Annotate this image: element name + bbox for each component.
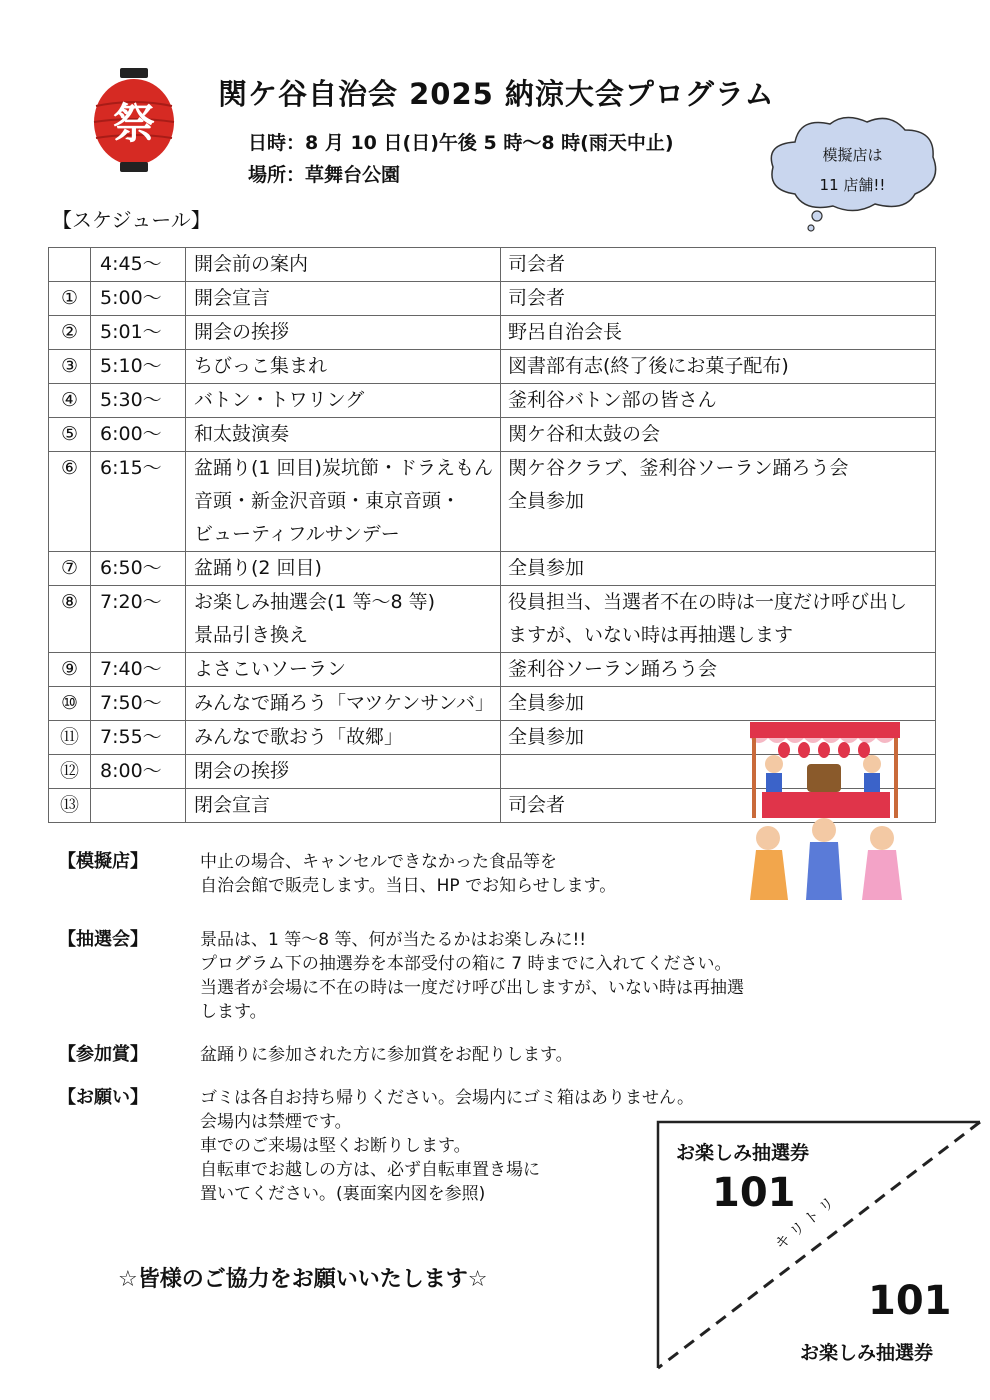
row-role-text: 釜利谷バトン部の皆さん bbox=[508, 389, 717, 411]
note-line: 自転車でお越しの方は、必ず自転車置き場に bbox=[200, 1160, 540, 1180]
row-time bbox=[91, 586, 186, 653]
row-role-text: 司会者 bbox=[508, 253, 566, 275]
row-number bbox=[49, 418, 91, 452]
row-number-text: ④ bbox=[60, 389, 79, 411]
schedule-row bbox=[49, 418, 936, 452]
schedule-heading: 【スケジュール】 bbox=[52, 208, 211, 232]
row-number bbox=[49, 552, 91, 586]
row-number bbox=[49, 789, 91, 823]
row-program-text: よさこいソーラン bbox=[194, 658, 347, 680]
lantern-char: 祭 bbox=[112, 99, 156, 148]
row-program-text: 景品引き換え bbox=[194, 624, 309, 646]
row-time bbox=[91, 552, 186, 586]
schedule-row bbox=[49, 452, 936, 552]
row-time-text: 6:15～ bbox=[100, 457, 162, 479]
row-number-text: ⑬ bbox=[59, 794, 79, 816]
row-number-text: ⑩ bbox=[60, 692, 79, 714]
row-role-text: 全員参加 bbox=[508, 726, 585, 748]
schedule-row bbox=[49, 384, 936, 418]
row-program-text: お楽しみ抽選会(1 等～8 等) bbox=[194, 591, 436, 613]
row-number bbox=[49, 687, 91, 721]
row-time bbox=[91, 653, 186, 687]
row-time bbox=[91, 248, 186, 282]
row-program bbox=[186, 316, 501, 350]
row-role-text: 釜利谷ソーラン踊ろう会 bbox=[508, 658, 718, 680]
row-program bbox=[186, 452, 501, 552]
row-time-text: 7:40～ bbox=[100, 658, 162, 680]
row-program bbox=[186, 687, 501, 721]
row-time-text: 4:45～ bbox=[100, 253, 162, 275]
row-program-text: 開会宣言 bbox=[194, 287, 271, 309]
cut-line-label: キリトリ bbox=[771, 1190, 842, 1254]
note-line: 中止の場合、キャンセルできなかった食品等を bbox=[200, 852, 557, 872]
note-line: 当選者が会場に不在の時は一度だけ呼び出しますが、いない時は再抽選 bbox=[200, 978, 744, 998]
row-time-text: 5:00～ bbox=[100, 287, 162, 309]
row-number-text: ⑥ bbox=[60, 457, 79, 479]
schedule-row bbox=[49, 552, 936, 586]
row-role bbox=[501, 316, 936, 350]
row-role bbox=[501, 552, 936, 586]
ticket-number-bottom: 101 bbox=[868, 1278, 952, 1324]
row-number bbox=[49, 721, 91, 755]
row-time bbox=[91, 755, 186, 789]
row-time bbox=[91, 721, 186, 755]
schedule-row bbox=[49, 248, 936, 282]
stall-count-callout bbox=[765, 112, 940, 222]
row-program bbox=[186, 721, 501, 755]
row-number-text: ③ bbox=[60, 355, 79, 377]
row-role-text: 全員参加 bbox=[508, 692, 585, 714]
row-program bbox=[186, 418, 501, 452]
callout-line-1: 模擬店は bbox=[822, 146, 883, 164]
note-line: します。 bbox=[200, 1002, 267, 1022]
row-role-text: 全員参加 bbox=[508, 557, 585, 579]
row-time bbox=[91, 350, 186, 384]
row-number bbox=[49, 755, 91, 789]
row-role-text: 司会者 bbox=[508, 794, 566, 816]
ticket-label-bottom: お楽しみ抽選券 bbox=[800, 1342, 934, 1364]
row-time-text: 7:55～ bbox=[100, 726, 162, 748]
row-time bbox=[91, 282, 186, 316]
row-program bbox=[186, 282, 501, 316]
row-role bbox=[501, 248, 936, 282]
note-line: 置いてください。(裏面案内図を参照) bbox=[200, 1184, 486, 1204]
row-number bbox=[49, 384, 91, 418]
row-time bbox=[91, 384, 186, 418]
row-program-text: 開会前の案内 bbox=[194, 253, 309, 275]
row-program-text: みんなで歌おう「故郷」 bbox=[194, 726, 404, 748]
callout-line-2: 11 店舗!! bbox=[819, 176, 886, 194]
row-time-text: 6:50～ bbox=[100, 557, 162, 579]
row-program bbox=[186, 350, 501, 384]
schedule-row bbox=[49, 282, 936, 316]
row-number bbox=[49, 452, 91, 552]
row-number-text: ⑪ bbox=[59, 726, 79, 748]
row-role-text: 関ケ谷和太鼓の会 bbox=[508, 423, 661, 445]
row-number bbox=[49, 282, 91, 316]
row-role-text: 図書部有志(終了後にお菓子配布) bbox=[508, 355, 789, 377]
row-program-text: 音頭・新金沢音頭・東京音頭・ bbox=[194, 490, 461, 512]
row-time bbox=[91, 687, 186, 721]
row-role bbox=[501, 350, 936, 384]
event-datetime: 日時：8 月 10 日(日)午後 5 時～8 時(雨天中止) bbox=[248, 132, 674, 154]
row-number bbox=[49, 316, 91, 350]
row-time-text: 7:50～ bbox=[100, 692, 162, 714]
lantern-illustration bbox=[86, 66, 182, 176]
note-label: 【模擬店】 bbox=[58, 851, 148, 872]
note-label: 【参加賞】 bbox=[58, 1044, 148, 1065]
row-role-text: 司会者 bbox=[508, 287, 566, 309]
note-label: 【お願い】 bbox=[58, 1087, 148, 1108]
ticket-label-top: お楽しみ抽選券 bbox=[676, 1142, 810, 1164]
row-role bbox=[501, 452, 936, 552]
row-program bbox=[186, 755, 501, 789]
note-line: 盆踊りに参加された方に参加賞をお配りします。 bbox=[200, 1045, 573, 1065]
row-number-text: ⑤ bbox=[60, 423, 79, 445]
row-role bbox=[501, 418, 936, 452]
row-program bbox=[186, 586, 501, 653]
row-role bbox=[501, 384, 936, 418]
row-program bbox=[186, 384, 501, 418]
row-number-text: ① bbox=[60, 287, 79, 309]
row-time bbox=[91, 316, 186, 350]
row-program-text: ちびっこ集まれ bbox=[194, 355, 328, 377]
row-program-text: 閉会の挨拶 bbox=[194, 760, 290, 782]
row-program-text: 和太鼓演奏 bbox=[194, 423, 290, 445]
schedule-row bbox=[49, 653, 936, 687]
note-line: 景品は、1 等～8 等、何が当たるかはお楽しみに!! bbox=[200, 930, 587, 950]
row-program-text: バトン・トワリング bbox=[194, 389, 365, 411]
row-role-text: 野呂自治会長 bbox=[508, 321, 623, 343]
row-time-text: 5:10～ bbox=[100, 355, 162, 377]
row-number bbox=[49, 248, 91, 282]
note-label: 【抽選会】 bbox=[58, 929, 148, 950]
row-program bbox=[186, 653, 501, 687]
page-title: 関ケ谷自治会 2025 納涼大会プログラム bbox=[218, 77, 775, 111]
schedule-row bbox=[49, 350, 936, 384]
row-number bbox=[49, 586, 91, 653]
note-line: 会場内は禁煙です。 bbox=[200, 1112, 352, 1132]
row-role-text: 関ケ谷クラブ、釜利谷ソーラン踊ろう会 bbox=[508, 457, 849, 479]
row-role-text: 役員担当、当選者不在の時は一度だけ呼び出し bbox=[508, 591, 908, 613]
row-time-text: 7:20～ bbox=[100, 591, 162, 613]
row-time-text: 8:00～ bbox=[100, 760, 162, 782]
row-time-text: 5:01～ bbox=[100, 321, 162, 343]
schedule-row bbox=[49, 586, 936, 653]
row-time bbox=[91, 418, 186, 452]
note-line: 車でのご来場は堅くお断りします。 bbox=[200, 1136, 471, 1156]
row-time bbox=[91, 789, 186, 823]
note-line: ゴミは各自お持ち帰りください。会場内にゴミ箱はありません。 bbox=[200, 1088, 695, 1108]
closing-message: ☆皆様のご協力をお願いいたします☆ bbox=[118, 1267, 488, 1292]
row-program-text: 盆踊り(2 回目) bbox=[194, 557, 322, 579]
row-program bbox=[186, 789, 501, 823]
schedule-row bbox=[49, 316, 936, 350]
row-number-text: ⑫ bbox=[59, 760, 79, 782]
row-program-text: 閉会宣言 bbox=[194, 794, 271, 816]
row-time bbox=[91, 452, 186, 552]
row-number bbox=[49, 653, 91, 687]
row-time-text: 5:30～ bbox=[100, 389, 162, 411]
row-number-text: ⑧ bbox=[60, 591, 79, 613]
row-role bbox=[501, 586, 936, 653]
event-place: 場所：草舞台公園 bbox=[248, 164, 401, 186]
row-program-text: 盆踊り(1 回目)炭坑節・ドラえもん bbox=[194, 457, 493, 479]
row-role-text: 全員参加 bbox=[508, 490, 585, 512]
row-program bbox=[186, 552, 501, 586]
row-role-text: ますが、いない時は再抽選します bbox=[508, 624, 794, 646]
row-number-text: ⑦ bbox=[60, 557, 79, 579]
note-line: 自治会館で販売します。当日、HP でお知らせします。 bbox=[200, 876, 617, 896]
row-time-text: 6:00～ bbox=[100, 423, 162, 445]
row-program-text: みんなで踊ろう「マツケンサンバ」 bbox=[194, 692, 495, 714]
row-number-text: ⑨ bbox=[60, 658, 79, 680]
row-program-text: ビューティフルサンデー bbox=[194, 523, 400, 545]
row-number-text: ② bbox=[60, 321, 79, 343]
row-program bbox=[186, 248, 501, 282]
row-number bbox=[49, 350, 91, 384]
row-role bbox=[501, 282, 936, 316]
row-program-text: 開会の挨拶 bbox=[194, 321, 290, 343]
ticket-number-top: 101 bbox=[712, 1170, 796, 1216]
row-role bbox=[501, 653, 936, 687]
note-line: プログラム下の抽選券を本部受付の箱に 7 時までに入れてください。 bbox=[200, 954, 732, 974]
